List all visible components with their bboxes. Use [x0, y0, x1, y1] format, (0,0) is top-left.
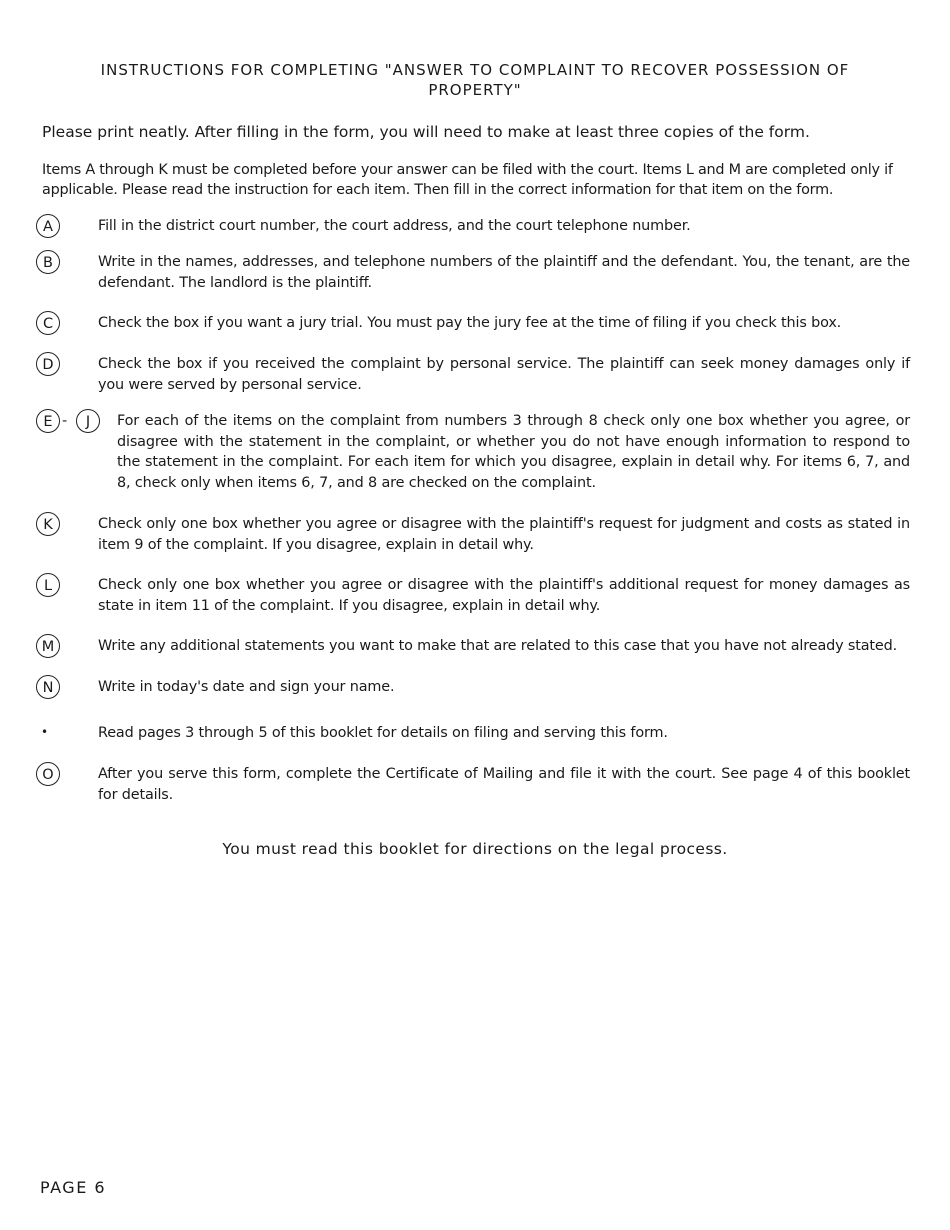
item-marker-k: K — [36, 512, 60, 536]
item-marker-separator: - — [62, 413, 68, 429]
item-marker-c: C — [36, 311, 60, 335]
item-marker-m: M — [36, 634, 60, 658]
page-title: INSTRUCTIONS FOR COMPLETING "ANSWER TO COMPLAINT TO RECOVER POSSESSION OF PROPERTY" — [100, 61, 850, 99]
item-marker-l: L — [36, 573, 60, 597]
item-text-e-j: For each of the items on the complaint from numbers 3 through 8 check only one box whether you agree, or disagree with the statement in the complaint, or whether you do not have enough information to respond to the statement in the complaint. For each item for which you disagree, explain in detail why. For items 6, 7, and 8, check only when items 6, 7, and 8 are checked on the complaint. — [117, 413, 910, 491]
item-marker-o: O — [36, 762, 60, 786]
item-text-n: Write in today's date and sign your name. — [98, 679, 395, 695]
bullet-marker: • — [41, 725, 49, 739]
item-text-c: Check the box if you want a jury trial. You must pay the jury fee at the time of filing if you check this box. — [98, 315, 842, 331]
item-marker-d: D — [36, 352, 60, 376]
item-text-l: Check only one box whether you agree or disagree with the plaintiff's additional request for money damages as state in item 11 of the complaint. If you disagree, explain in detail why. — [98, 577, 910, 614]
item-text-o: After you serve this form, complete the Certificate of Mailing and file it with the court. See page 4 of this booklet for details. — [98, 766, 910, 803]
items-required-instruction: Items A through K must be completed before your answer can be filed with the court. Items L and M are completed only if applicable. Please read the instruction for each item. Then fill in the correct information for that item on the form. — [42, 162, 893, 198]
item-text-a: Fill in the district court number, the court address, and the court telephone number. — [98, 218, 691, 234]
print-neatly-instruction: Please print neatly. After filling in the form, you will need to make at least three copies of the form. — [42, 123, 810, 141]
item-marker-e: E — [36, 409, 60, 433]
closing-note: You must read this booklet for directions on the legal process. — [222, 840, 728, 858]
item-marker-n: N — [36, 675, 60, 699]
item-marker-b: B — [36, 250, 60, 274]
item-marker-j: J — [76, 409, 100, 433]
item-marker-a: A — [36, 214, 60, 238]
item-text-b: Write in the names, addresses, and telephone numbers of the plaintiff and the defendant. You, the tenant, are the defendant. The landlord is the plaintiff. — [98, 254, 910, 291]
item-text-d: Check the box if you received the complaint by personal service. The plaintiff can seek money damages only if you were served by personal service. — [98, 356, 910, 393]
page-number: PAGE 6 — [40, 1178, 107, 1197]
item-text-m: Write any additional statements you want to make that are related to this case that you have not already stated. — [98, 638, 897, 654]
item-text-bullet: Read pages 3 through 5 of this booklet for details on filing and serving this form. — [98, 725, 668, 741]
item-text-k: Check only one box whether you agree or disagree with the plaintiff's request for judgment and costs as stated in item 9 of the complaint. If you disagree, explain in detail why. — [98, 516, 910, 553]
